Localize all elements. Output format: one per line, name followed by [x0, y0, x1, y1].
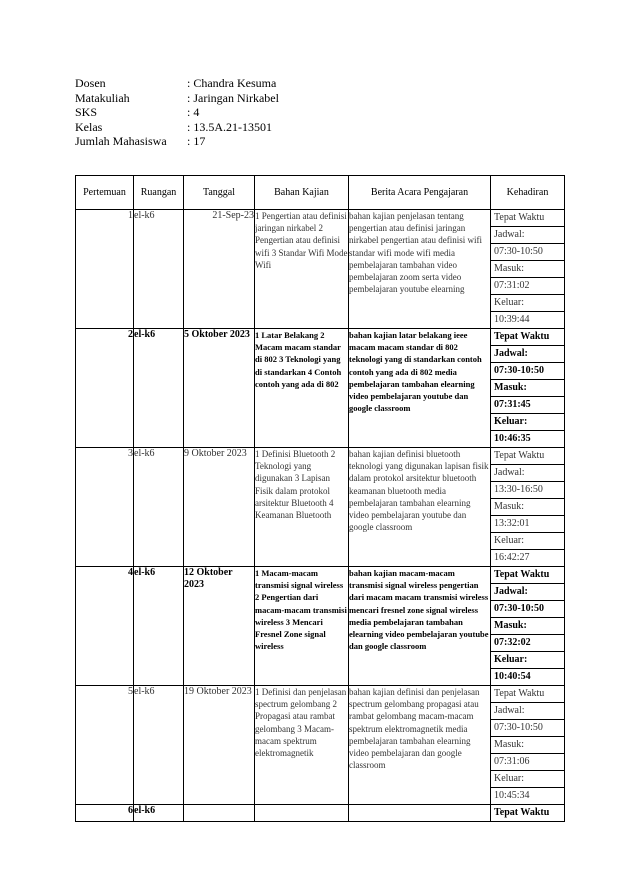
table-header-row [76, 176, 565, 210]
info-value: : 4 [187, 105, 200, 119]
cell-pertemuan: 6 [76, 805, 134, 822]
attendance-out-label: Keluar: [491, 414, 564, 431]
attendance-out-label: Keluar: [491, 652, 564, 669]
attendance-schedule-label: Jadwal: [491, 227, 564, 244]
cell-berita-acara [349, 805, 491, 822]
cell-pertemuan: 2 [76, 329, 134, 448]
cell-pertemuan: 3 [76, 448, 134, 567]
cell-pertemuan: 5 [76, 686, 134, 805]
cell-berita-acara: bahan kajian definisi dan penjelasan spectrum gelombang propagasi atau rambat gelombang macam-macam spektrum elektromagnetik media pembelajaran tambahan elearning video pembelajaran dan google classroom [349, 686, 491, 805]
attendance-out-time: 16:42:27 [494, 552, 530, 563]
info-row-jumlah-mahasiswa [75, 134, 279, 149]
attendance-in-time: 07:31:06 [491, 754, 564, 771]
cell-pertemuan: 4 [76, 567, 134, 686]
info-value: : Jaringan Nirkabel [187, 90, 279, 105]
info-label: Dosen [75, 76, 106, 90]
info-row-kelas [75, 120, 279, 135]
attendance-out-time: 10:40:54 [494, 671, 531, 682]
cell-ruangan: el-k6 [134, 329, 184, 448]
cell-tanggal: 5 Oktober 2023 [184, 329, 255, 448]
cell-bahan-kajian: 1 Macam-macam transmisi signal wireless 2 Pengertian dari macam-macam transmisi wireless 3 Mencari Fresnel Zone signal wireless [255, 567, 349, 686]
attendance-out-label: Keluar: [491, 771, 564, 788]
cell-kehadiran [491, 329, 565, 448]
attendance-status: Tepat Waktu [491, 686, 564, 703]
attendance-status: Tepat Waktu [494, 807, 550, 818]
cell-bahan-kajian [255, 805, 349, 822]
cell-tanggal [184, 805, 255, 822]
attendance-out-time: 10:39:44 [494, 314, 530, 325]
attendance-schedule-label: Jadwal: [491, 584, 564, 601]
attendance-in-label: Masuk: [491, 618, 564, 635]
cell-berita-acara: bahan kajian penjelasan tentang pengertian atau definisi jaringan nirkabel pengertian atau definisi wifi standar wifi mode wifi media pembelajaran tambahan video pembelajaran zoom serta video pembelajaran youtube elearning [349, 210, 491, 329]
table-row [76, 210, 565, 329]
info-row-sks [75, 105, 279, 120]
attendance-schedule: 07:30-10:50 [491, 244, 564, 261]
cell-ruangan: el-k6 [134, 686, 184, 805]
attendance-in-label: Masuk: [491, 499, 564, 516]
cell-bahan-kajian: 1 Definisi Bluetooth 2 Teknologi yang digunakan 3 Lapisan Fisik dalam protokol arsitektur Bluetooth 4 Keamanan Bluetooth [255, 448, 349, 567]
header-kehadiran: Kehadiran [491, 176, 565, 210]
attendance-in-time: 13:32:01 [491, 516, 564, 533]
info-value: : 13.5A.21-13501 [187, 119, 272, 134]
info-label: Kelas [75, 119, 103, 134]
attendance-schedule-label: Jadwal: [491, 703, 564, 720]
cell-tanggal: 9 Oktober 2023 [184, 448, 255, 567]
attendance-schedule: 07:30-10:50 [491, 363, 564, 380]
table-row [76, 329, 565, 448]
info-label: SKS [75, 105, 98, 119]
table-row [76, 805, 565, 822]
info-value: : 17 [187, 134, 206, 148]
table-row [76, 567, 565, 686]
attendance-schedule-label: Jadwal: [491, 465, 564, 482]
table-row [76, 448, 565, 567]
cell-kehadiran [491, 448, 565, 567]
info-label: Matakuliah [75, 90, 130, 105]
attendance-in-label: Masuk: [491, 261, 564, 278]
info-value: : Chandra Kesuma [187, 76, 277, 90]
cell-bahan-kajian: 1 Definisi dan penjelasan spectrum gelombang 2 Propagasi atau rambat gelombang 3 Macam-macam spektrum elektromagnetik [255, 686, 349, 805]
cell-berita-acara: bahan kajian latar belakang ieee macam macam standar di 802 teknologi yang di standarkan contoh contoh yang ada di 802 media pembelajaran tambahan elearning video pembelajaran youtube dan google classroom [349, 329, 491, 448]
attendance-in-label: Masuk: [491, 380, 564, 397]
attendance-out-label: Keluar: [491, 295, 564, 312]
cell-tanggal: 21-Sep-23 [184, 210, 255, 329]
header-pertemuan: Pertemuan [76, 176, 134, 210]
cell-ruangan: el-k6 [134, 805, 184, 822]
attendance-out-label: Keluar: [491, 533, 564, 550]
cell-kehadiran [491, 210, 565, 329]
cell-bahan-kajian: 1 Latar Belakang 2 Macam macam standar di 802 3 Teknologi yang di standarkan 4 Contoh contoh yang ada di 802 [255, 329, 349, 448]
cell-ruangan: el-k6 [134, 448, 184, 567]
teaching-journal-table [75, 175, 565, 822]
attendance-schedule: 07:30-10:50 [491, 601, 564, 618]
attendance-in-label: Masuk: [491, 737, 564, 754]
cell-ruangan: el-k6 [134, 567, 184, 686]
attendance-status: Tepat Waktu [491, 210, 564, 227]
attendance-schedule: 07:30-10:50 [491, 720, 564, 737]
attendance-status: Tepat Waktu [491, 448, 564, 465]
cell-kehadiran [491, 805, 565, 822]
attendance-schedule-label: Jadwal: [491, 346, 564, 363]
lecturer-info [75, 76, 279, 149]
attendance-status: Tepat Waktu [491, 329, 564, 346]
info-row-dosen [75, 76, 279, 91]
attendance-in-time: 07:31:45 [491, 397, 564, 414]
attendance-schedule: 13:30-16:50 [491, 482, 564, 499]
info-row-matakuliah [75, 91, 279, 106]
attendance-status: Tepat Waktu [491, 567, 564, 584]
cell-ruangan: el-k6 [134, 210, 184, 329]
cell-tanggal: 12 Oktober 2023 [184, 567, 255, 686]
cell-kehadiran [491, 686, 565, 805]
header-berita-acara: Berita Acara Pengajaran [349, 176, 491, 210]
cell-pertemuan: 1 [76, 210, 134, 329]
attendance-out-time: 10:46:35 [494, 433, 531, 444]
info-label: Jumlah Mahasiswa [75, 134, 167, 148]
attendance-in-time: 07:32:02 [491, 635, 564, 652]
cell-kehadiran [491, 567, 565, 686]
cell-berita-acara: bahan kajian definisi bluetooth teknologi yang digunakan lapisan fisik dalam protokol arsitektur bluetooth keamanan bluetooth media pembelajaran tambahan elearning video pembelajaran youtube dan google classroom [349, 448, 491, 567]
cell-berita-acara: bahan kajian macam-macam transmisi signal wireless pengertian dari macam macam transmisi wireless mencari fresnel zone signal wireless media pembelajaran tambahan elearning video pembelajaran youtube dan google classroom [349, 567, 491, 686]
cell-tanggal: 19 Oktober 2023 [184, 686, 255, 805]
cell-bahan-kajian: 1 Pengertian atau definisi jaringan nirkabel 2 Pengertian atau definisi wifi 3 Standar Wifi Mode Wifi [255, 210, 349, 329]
table-row [76, 686, 565, 805]
attendance-out-time: 10:45:34 [494, 790, 530, 801]
header-tanggal: Tanggal [184, 176, 255, 210]
header-ruangan: Ruangan [134, 176, 184, 210]
header-bahan-kajian: Bahan Kajian [255, 176, 349, 210]
attendance-in-time: 07:31:02 [491, 278, 564, 295]
